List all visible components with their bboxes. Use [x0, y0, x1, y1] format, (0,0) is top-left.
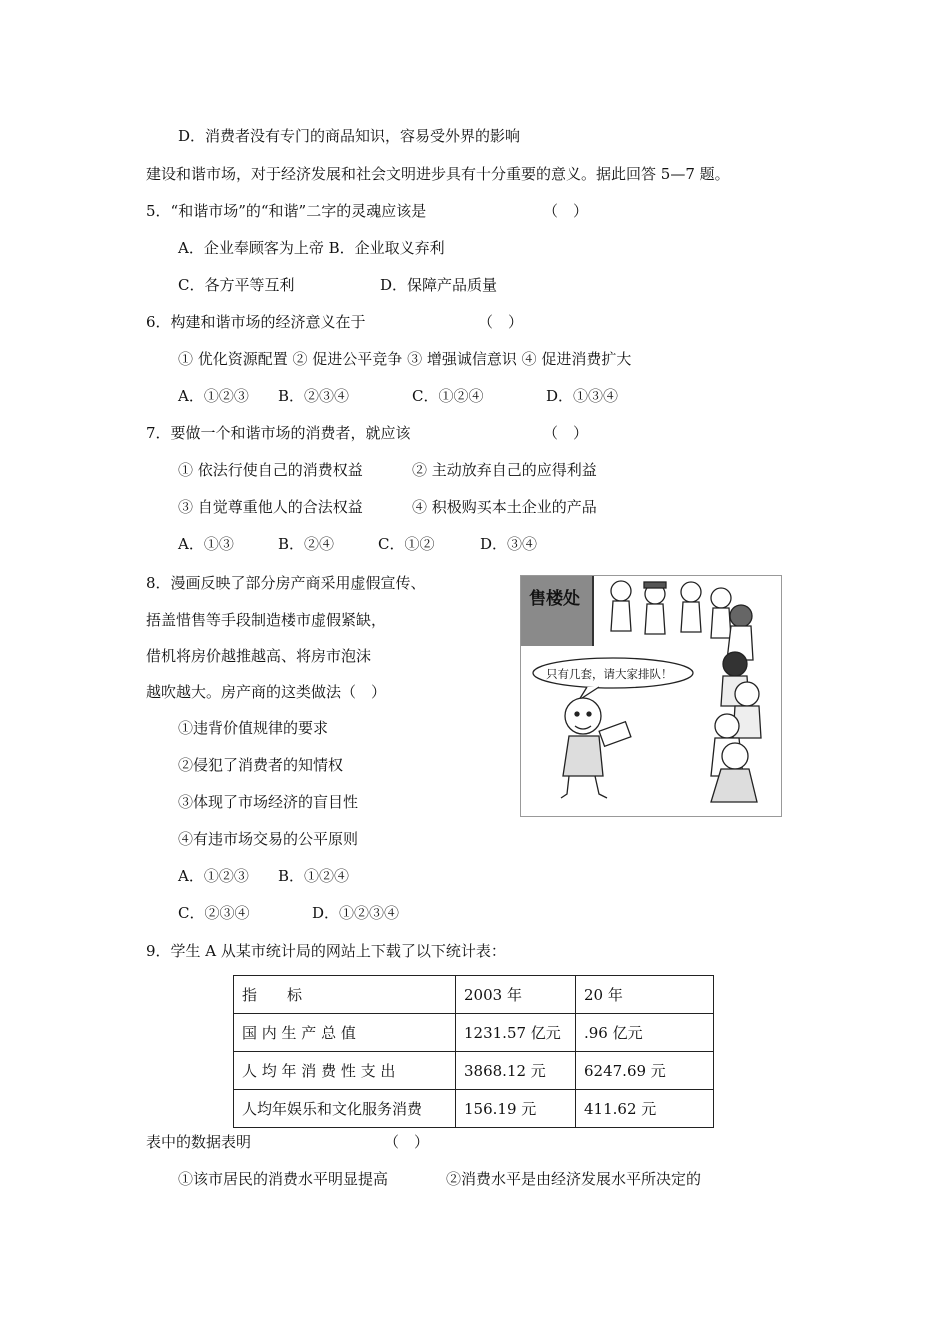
- question-6-option-c: C．①②④: [412, 387, 484, 405]
- question-6-items: ① 优化资源配置 ② 促进公平竞争 ③ 增强诚信意识 ④ 促进消费扩大: [178, 350, 632, 368]
- table-cell: 国 内 生 产 总 值: [234, 1014, 456, 1052]
- question-7-option-a: A．①③: [178, 535, 234, 553]
- question-6-option-a: A．①②③: [178, 387, 249, 405]
- q4-option-d: D．消费者没有专门的商品知识，容易受外界的影响: [178, 127, 521, 145]
- statistics-table: [233, 975, 714, 1128]
- question-9-answer-paren: （ ）: [384, 1133, 430, 1151]
- question-5-option-c: C．各方平等互利: [178, 276, 295, 294]
- question-5-option-d: D．保障产品质量: [380, 276, 498, 294]
- table-row: [234, 1090, 714, 1128]
- question-7-option-b: B．②④: [278, 535, 335, 553]
- question-7-item-1: ① 依法行使自己的消费权益: [178, 461, 363, 479]
- sales-office-sign: 售楼处: [529, 589, 580, 609]
- question-7-item-3: ③ 自觉尊重他人的合法权益: [178, 498, 363, 516]
- question-7-item-4: ④ 积极购买本土企业的产品: [412, 498, 597, 516]
- table-cell: .96 亿元: [576, 1014, 714, 1052]
- question-5-options-ab: A．企业奉顾客为上帝 B．企业取义弃利: [178, 239, 445, 257]
- question-5-stem: 5．“和谐市场”的“和谐”二字的灵魂应该是: [146, 202, 427, 220]
- question-8-item-2: ②侵犯了消费者的知情权: [178, 756, 344, 774]
- question-8-stem-line-1: 8．漫画反映了部分房产商采用虚假宣传、: [146, 574, 426, 592]
- question-8-stem-line-2: 捂盖惜售等手段制造楼市虚假紧缺，: [146, 611, 387, 629]
- question-8-option-a: A．①②③: [178, 867, 249, 885]
- question-9-item-2: ②消费水平是由经济发展水平所决定的: [446, 1170, 702, 1188]
- question-8-item-1: ①违背价值规律的要求: [178, 719, 329, 737]
- sales-office-sign-board: [521, 576, 593, 646]
- question-8-option-d: D．①②③④: [312, 904, 400, 922]
- housing-sales-cartoon: [520, 575, 782, 817]
- question-9-item-1: ①该市居民的消费水平明显提高: [178, 1170, 389, 1188]
- table-row: [234, 1014, 714, 1052]
- section-intro: 建设和谐市场，对于经济发展和社会文明进步具有十分重要的意义。据此回答 5—7 题。: [146, 165, 730, 183]
- table-cell: 人均年娱乐和文化服务消费: [234, 1090, 456, 1128]
- question-8-option-b: B．①②④: [278, 867, 350, 885]
- question-7-option-c: C．①②: [378, 535, 435, 553]
- speech-bubble-text: 只有几套，请大家排队！: [546, 667, 673, 681]
- table-cell: 1231.57 亿元: [456, 1014, 576, 1052]
- table-header-cell: 20 年: [576, 976, 714, 1014]
- question-6-stem: 6．构建和谐市场的经济意义在于: [146, 313, 366, 331]
- question-8-stem-line-3: 借机将房价越推越高、将房市泡沫: [146, 647, 372, 665]
- table-header-cell: 指 标: [234, 976, 456, 1014]
- table-cell: 411.62 元: [576, 1090, 714, 1128]
- question-8-option-c: C．②③④: [178, 904, 250, 922]
- table-cell: 人 均 年 消 费 性 支 出: [234, 1052, 456, 1090]
- table-row: [234, 1052, 714, 1090]
- question-8-item-4: ④有违市场交易的公平原则: [178, 830, 359, 848]
- queue-figures: [611, 581, 761, 802]
- question-6-option-d: D．①③④: [546, 387, 619, 405]
- question-9-stem: 9．学生 A 从某市统计局的网站上下载了以下统计表：: [146, 942, 506, 960]
- question-8-stem-line-4: 越吹越大。房产商的这类做法（ ）: [146, 683, 387, 701]
- question-5-answer-paren: （ ）: [543, 202, 589, 220]
- table-cell: 6247.69 元: [576, 1052, 714, 1090]
- table-header-cell: 2003 年: [456, 976, 576, 1014]
- cartoon-drawing: [521, 576, 781, 816]
- table-header-row: [234, 976, 714, 1014]
- question-7-answer-paren: （ ）: [543, 424, 589, 442]
- salesman-figure: [561, 698, 631, 798]
- question-9-followup: 表中的数据表明: [146, 1133, 252, 1151]
- question-6-answer-paren: （ ）: [478, 313, 524, 331]
- table-cell: 3868.12 元: [456, 1052, 576, 1090]
- question-6-option-b: B．②③④: [278, 387, 350, 405]
- question-7-stem: 7．要做一个和谐市场的消费者，就应该: [146, 424, 411, 442]
- question-8-item-3: ③体现了市场经济的盲目性: [178, 793, 359, 811]
- question-7-option-d: D．③④: [480, 535, 538, 553]
- table-cell: 156.19 元: [456, 1090, 576, 1128]
- question-7-item-2: ② 主动放弃自己的应得利益: [412, 461, 597, 479]
